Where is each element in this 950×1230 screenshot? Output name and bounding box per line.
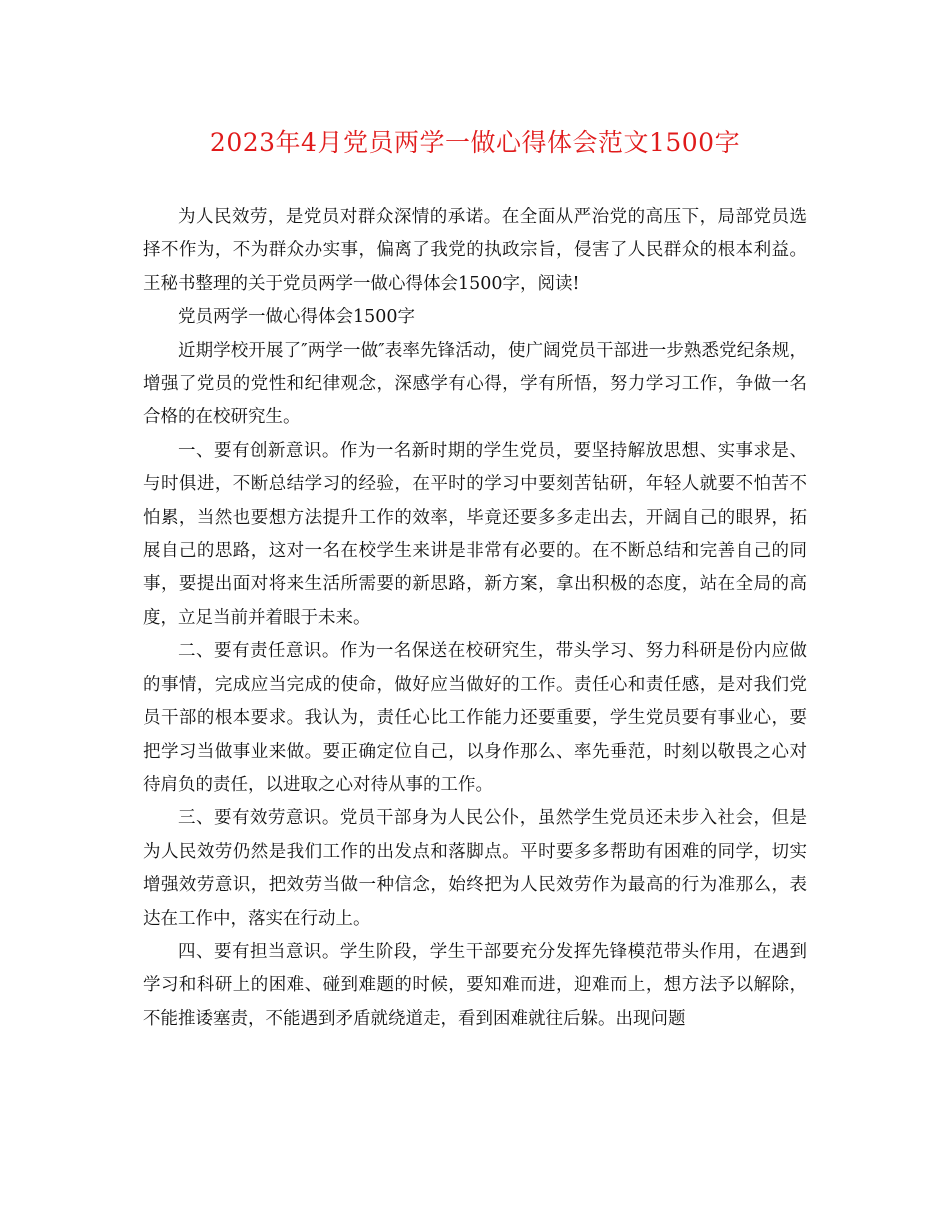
paragraph-innovation: 一、要有创新意识。作为一名新时期的学生党员，要坚持解放思想、实事求是、与时俱进，不断总结学习的经验，在平时的学习中要刻苦钻研，年轻人就要不怕苦不怕累，当然也要想方法提升工作的效率，毕竟还要多多走出去，开阔自己的眼界，拓展自己的思路，这对一名在校学生来讲是非常有必要的。在不断总结和完善自己的同事，要提出面对将来生活所需要的新思路，新方案，拿出积极的态度，站在全局的高度，立足当前并着眼于未来。: [143, 440, 807, 628]
paragraph-service: 三、要有效劳意识。党员干部身为人民公仆，虽然学生党员还未步入社会，但是为人民效劳仍然是我们工作的出发点和落脚点。平时要多多帮助有困难的同学，切实增强效劳意识，把效劳当做一种信念，始终把为人民效劳作为最高的行为准那么，表达在工作中，落实在行动上。: [143, 808, 807, 929]
paragraph-commitment: 四、要有担当意识。学生阶段，学生干部要充分发挥先锋模范带头作用，在遇到学习和科研上的困难、碰到难题的时候，要知难而进，迎难而上，想方法予以解除，不能推诿塞责，不能遇到矛盾就绕道走，看到困难就往后躲。出现问题: [143, 941, 807, 1029]
paragraph-subtitle: 党员两学一做心得体会1500字: [178, 307, 416, 328]
paragraph-responsibility: 二、要有责任意识。作为一名保送在校研究生，带头学习、努力科研是份内应做的事情，完成应当完成的使命，做好应当做好的工作。责任心和责任感，是对我们党员干部的根本要求。我认为，责任心比工作能力还要重要，学生党员要有事业心，要把学习当做事业来做。要正确定位自己，以身作那么、率先垂范，时刻以敬畏之心对待肩负的责任，以进取之心对待从事的工作。: [143, 641, 807, 795]
paragraph-activity: 近期学校开展了″两学一做″表率先锋活动，使广阔党员干部进一步熟悉党纪条规，增强了党员的党性和纪律观念，深感学有心得，学有所悟，努力学习工作，争做一名合格的在校研究生。: [143, 340, 807, 428]
paragraph-intro: 为人民效劳，是党员对群众深情的承诺。在全面从严治党的高压下，局部党员选择不作为，不为群众办实事，偏离了我党的执政宗旨，侵害了人民群众的根本利益。王秘书整理的关于党员两学一做心得体会1500字，阅读!: [143, 207, 807, 294]
document-title: 2023年4月党员两学一做心得体会范文1500字: [209, 128, 741, 157]
document-body: [143, 201, 807, 1036]
